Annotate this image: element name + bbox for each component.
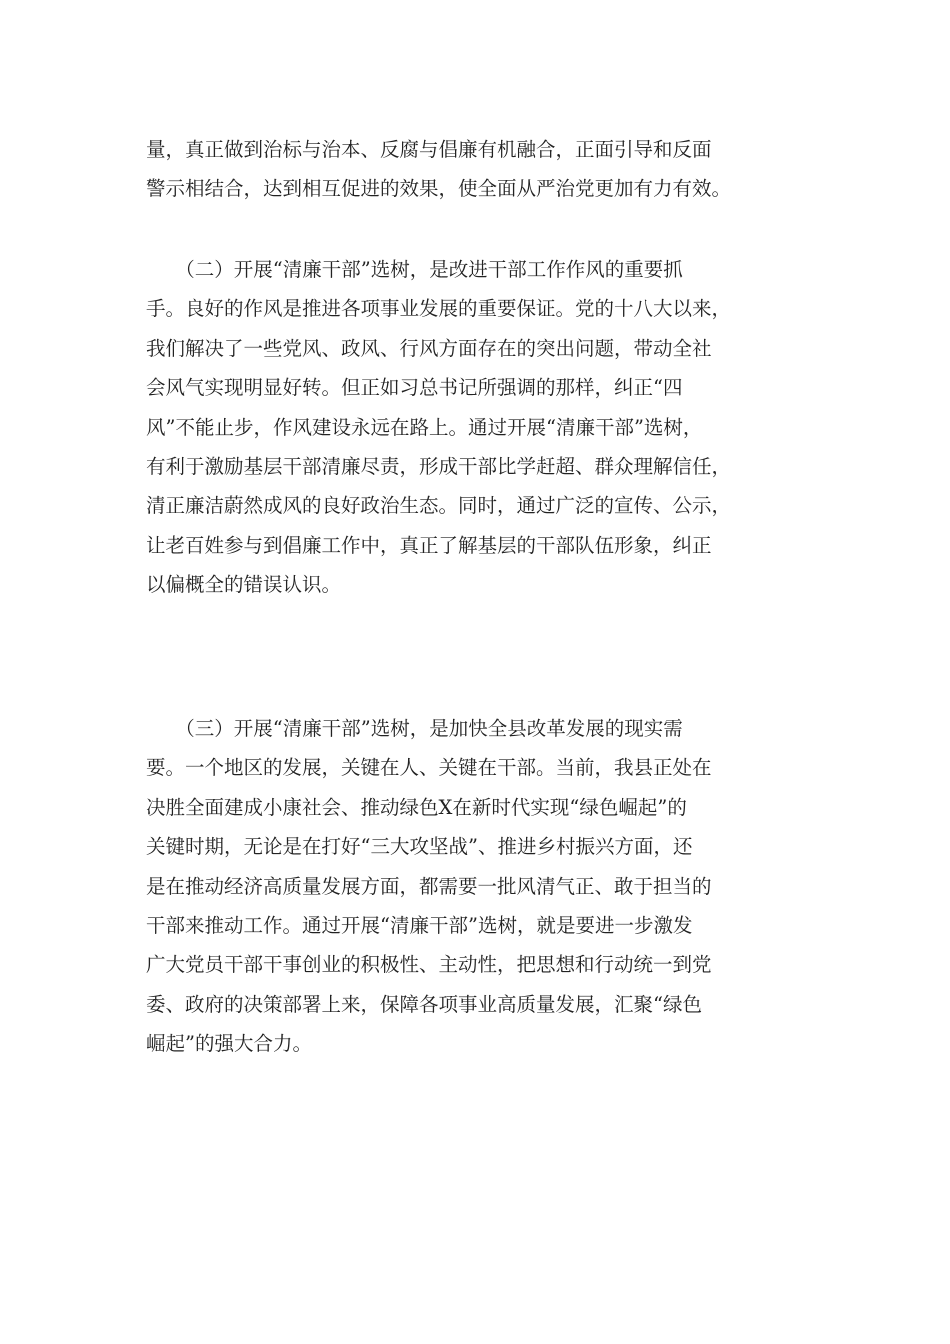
text-line: 会风气实现明显好转。但正如习总书记所强调的那样，纠正“四 bbox=[146, 376, 683, 400]
text-line: （三）开展“清廉干部”选树，是加快全县改革发展的现实需 bbox=[146, 717, 683, 740]
text-line: 有利于激励基层干部清廉尽责，形成干部比学赶超、群众理解信任， bbox=[146, 454, 732, 478]
text-line: 量，真正做到治标与治本、反腐与倡廉有机融合，正面引导和反面 bbox=[146, 138, 712, 161]
text-line: （二）开展“清廉干部”选树，是改进干部工作作风的重要抓 bbox=[146, 258, 683, 281]
text-line: 要。一个地区的发展，关键在人、关键在干部。当前，我县正处在 bbox=[146, 756, 712, 780]
text-line: 关键时期，无论是在打好“三大攻坚战”、推进乡村振兴方面，还 bbox=[146, 835, 693, 859]
text-line: 我们解决了一些党风、政风、行风方面存在的突出问题，带动全社 bbox=[146, 336, 712, 360]
text-line: 以偏概全的错误认识。 bbox=[146, 573, 342, 597]
text-line: 干部来推动工作。通过开展“清廉干部”选树，就是要进一步激发 bbox=[146, 913, 693, 937]
text-line: 委、政府的决策部署上来，保障各项事业高质量发展，汇聚“绿色 bbox=[146, 992, 702, 1016]
text-line: 手。良好的作风是推进各项事业发展的重要保证。党的十八大以来， bbox=[146, 297, 732, 321]
text-line: 警示相结合，达到相互促进的效果，使全面从严治党更加有力有效。 bbox=[146, 177, 732, 201]
text-line: 是在推动经济高质量发展方面，都需要一批风清气正、敢于担当的 bbox=[146, 874, 712, 898]
text-line: 决胜全面建成小康社会、推动绿色X在新时代实现“绿色崛起”的 bbox=[146, 795, 687, 819]
text-line: 风”不能止步，作风建设永远在路上。通过开展“清廉干部”选树， bbox=[146, 415, 703, 439]
paragraph-3 bbox=[146, 709, 806, 1064]
text-line: 崛起”的强大合力。 bbox=[146, 1032, 312, 1056]
paragraph-1 bbox=[146, 130, 806, 209]
text-line: 广大党员干部干事创业的积极性、主动性，把思想和行动统一到党 bbox=[146, 953, 712, 977]
paragraph-2 bbox=[146, 250, 806, 605]
text-line: 让老百姓参与到倡廉工作中，真正了解基层的干部队伍形象，纠正 bbox=[146, 533, 712, 557]
text-line: 清正廉洁蔚然成风的良好政治生态。同时，通过广泛的宣传、公示， bbox=[146, 494, 732, 518]
